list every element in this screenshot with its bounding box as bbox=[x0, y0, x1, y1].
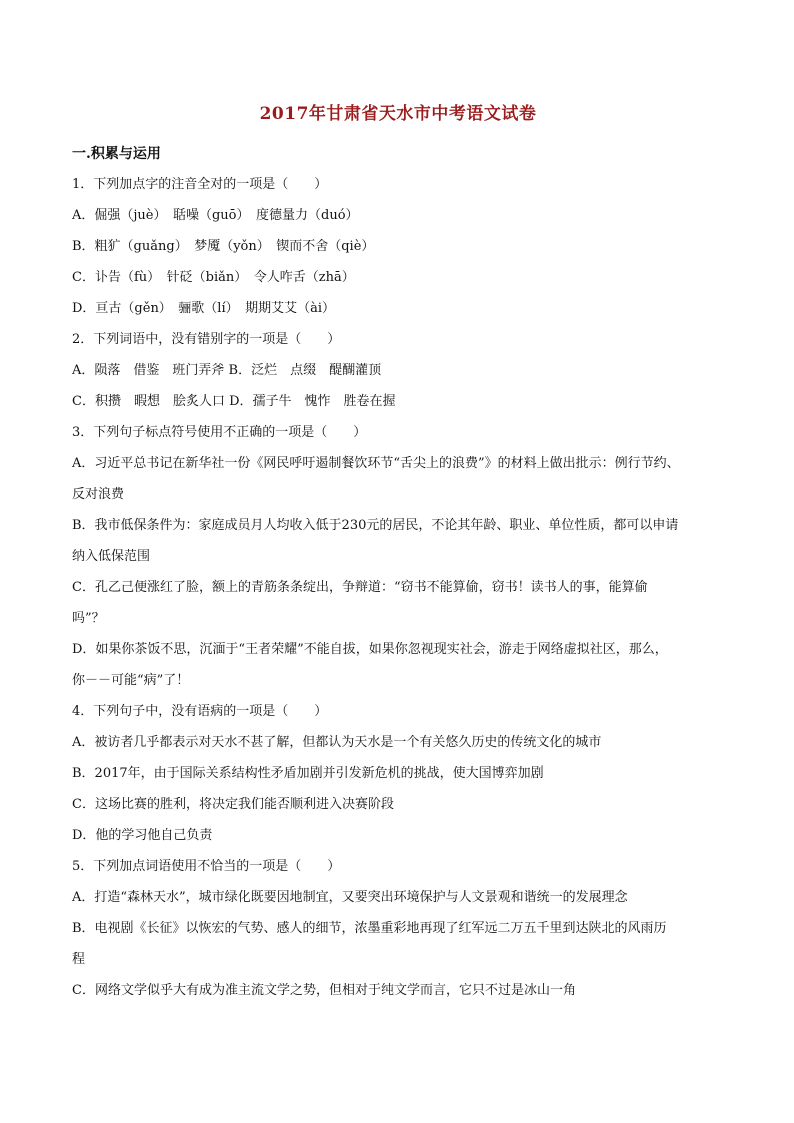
section-heading: 一.积累与运用 bbox=[72, 146, 161, 162]
q4-option-b: B．2017年，由于国际关系结构性矛盾加剧并引发新危机的挑战，使大国博弈加剧 bbox=[72, 766, 544, 781]
q1-option-c: C．讣告（fù） 针砭（biǎn） 令人咋舌（zhā） bbox=[72, 270, 355, 285]
q3-option-a-line1: A．习近平总书记在新华社一份《网民呼吁遏制餐饮环节“舌尖上的浪费”》的材料上做出批示：例行节约、 bbox=[72, 456, 680, 471]
q1-option-a: A．倔强（juè） 聒噪（guō） 度德量力（duó） bbox=[72, 208, 359, 223]
q4-option-a: A．被访者几乎都表示对天水不甚了解，但都认为天水是一个有关悠久历史的传统文化的城市 bbox=[72, 735, 602, 750]
q1-option-b: B．粗犷（guǎng） 梦魇（yǒn） 锲而不舍（qiè） bbox=[72, 239, 375, 254]
q3-option-c-line2: 吗”？ bbox=[72, 611, 105, 626]
question-5: 5．下列加点词语使用不恰当的一项是（ ） bbox=[72, 859, 341, 874]
q3-option-a-line2: 反对浪费 bbox=[72, 487, 125, 502]
q5-option-c: C．网络文学似乎大有成为准主流文学之势，但相对于纯文学而言，它只不过是冰山一角 bbox=[72, 983, 576, 998]
q4-option-c: C．这场比赛的胜利，将决定我们能否顺利进入决赛阶段 bbox=[72, 797, 394, 812]
q3-option-c-line1: C．孔乙己便涨红了脸，额上的青筋条条绽出，争辩道：“窃书不能算偷，窃书！读书人的事，能算偷 bbox=[72, 580, 648, 595]
exam-title: 2017年甘肃省天水市中考语文试卷 bbox=[259, 104, 537, 124]
question-3: 3．下列句子标点符号使用不正确的一项是（ ） bbox=[72, 425, 367, 440]
q3-option-b-line1: B．我市低保条件为：家庭成员月人均收入低于230元的居民，不论其年龄、职业、单位性质，都可以申请 bbox=[72, 518, 679, 533]
question-1: 1．下列加点字的注音全对的一项是（ ） bbox=[72, 177, 328, 192]
question-4: 4．下列句子中，没有语病的一项是（ ） bbox=[72, 704, 328, 719]
q5-option-a: A．打造“森林天水”，城市绿化既要因地制宜，又要突出环境保护与人文景观和谐统一的发展理念 bbox=[72, 890, 628, 905]
q5-option-b-line2: 程 bbox=[72, 952, 86, 967]
q2-options-ab: A．陨落 借鉴 班门弄斧 B．泛烂 点缀 醍醐灌顶 bbox=[72, 363, 382, 378]
q2-options-cd: C．积攒 暇想 脍炙人口 D．孺子牛 愧怍 胜卷在握 bbox=[72, 394, 396, 409]
q5-option-b-line1: B．电视剧《长征》以恢宏的气势、感人的细节，浓墨重彩地再现了红军远二万五千里到达陕北的风雨历 bbox=[72, 921, 667, 936]
q3-option-d-line1: D．如果你茶饭不思，沉湎于“王者荣耀”不能自拔，如果你忽视现实社会，游走于网络虚拟社区，那么， bbox=[72, 642, 668, 657]
q1-option-d: D．亘古（gěn） 骊歌（lí） 期期艾艾（ài） bbox=[72, 301, 336, 316]
q3-option-b-line2: 纳入低保范围 bbox=[72, 549, 151, 564]
q4-option-d: D．他的学习他自己负责 bbox=[72, 828, 213, 843]
question-2: 2．下列词语中，没有错别字的一项是（ ） bbox=[72, 332, 341, 347]
q3-option-d-line2: 你－－可能“病”了！ bbox=[72, 673, 190, 688]
